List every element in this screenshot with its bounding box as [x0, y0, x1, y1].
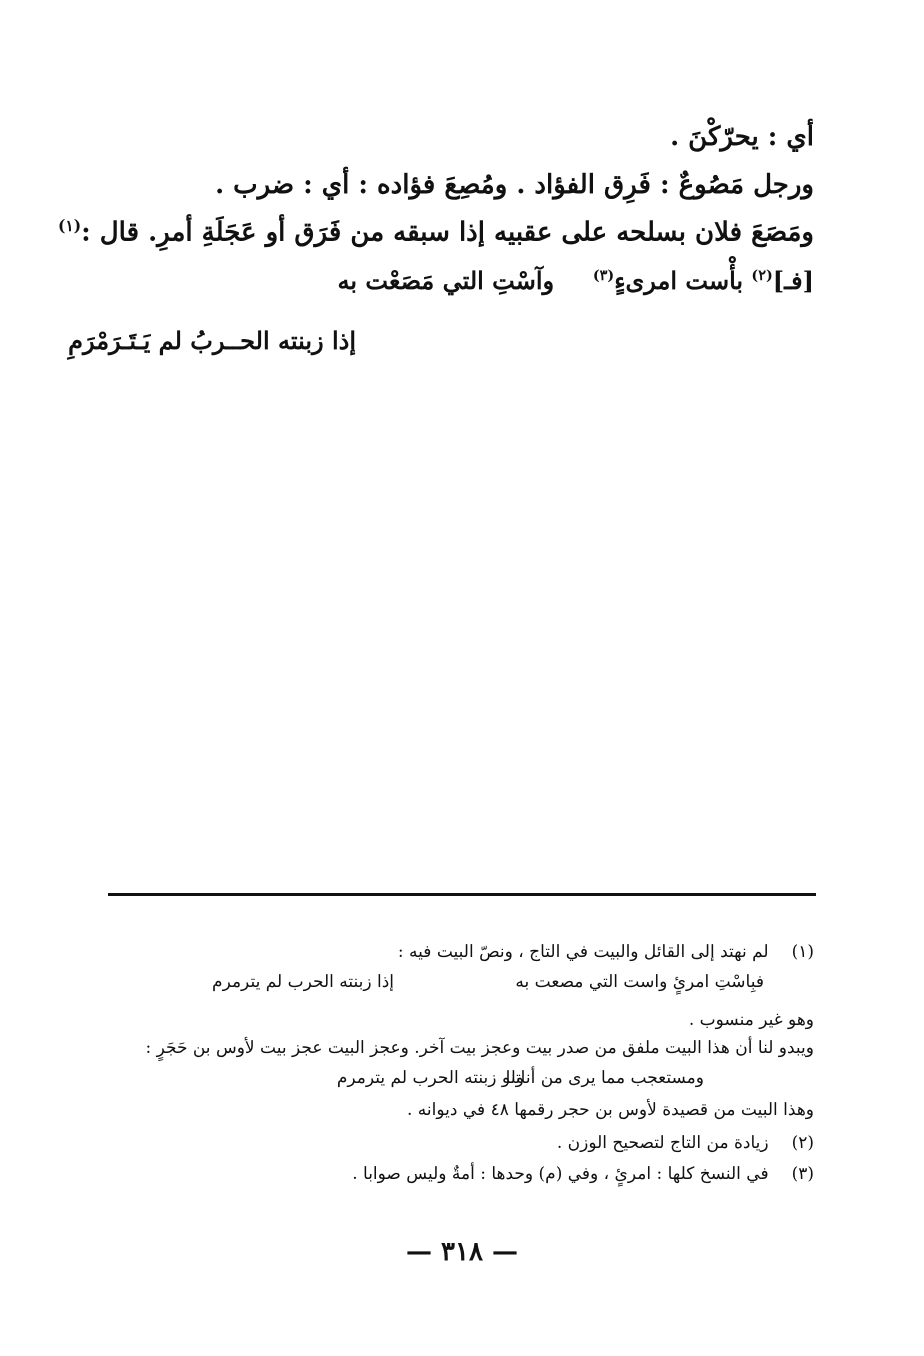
verse-bracket: [فـ]: [772, 266, 814, 295]
footnote-ref-3: (٣): [592, 267, 615, 284]
text-line-1: أي : يحرّكْنَ .: [670, 122, 814, 152]
footnote-2-text: زيادة من التاج لتصحيح الوزن .: [556, 1133, 769, 1153]
footnote-1-number: (١): [791, 942, 814, 962]
footnote-3-text: في النسخ كلها : امرئٍ ، وفي (م) وحدها : أمةٌ وليس صوابا .: [352, 1164, 769, 1184]
text-line-2: ورجل مَصُوعٌ : فَرِق الفؤاد . ومُصِعَ فؤاده : أي : ضرب .: [215, 170, 814, 200]
footnote-ref-1: (١): [57, 216, 82, 235]
text-line-3: [58, 216, 814, 248]
footnote-1-verse-c: ومستعجب مما يرى من أناتنا: [505, 1068, 704, 1088]
footnote-1-line-3: وهو غير منسوب .: [688, 1010, 814, 1030]
footnote-1-verse-a: فبِاسْتِ امرئٍ واست التي مصعت به: [515, 972, 764, 992]
footnote-1-line-4: ويبدو لنا أن هذا البيت ملفق من صدر بيت وعجز بيت آخر. وعجز البيت عجز بيت لأوس بن حَجَرٍ :: [145, 1038, 814, 1058]
text-line-3-body: ومَصَعَ فلان بسلحه على عقبيه إذا سبقه من فَرَق أو عَجَلَةِ أمرِ. قال :: [81, 217, 814, 248]
footnote-2: [557, 1133, 814, 1153]
footnote-1-line-7: وهذا البيت من قصيدة لأوس بن حجر رقمها ٤٨ في ديوانه .: [407, 1100, 814, 1120]
verse-part-1: بأْست امرىءٍ: [614, 266, 744, 295]
footnote-1-verse-d: ولو زبنته الحرب لم يترمرم: [336, 1068, 524, 1088]
footnote-divider: [108, 893, 816, 896]
footnote-3-number: (٣): [791, 1164, 814, 1184]
footnote-ref-2: (٢): [751, 267, 773, 284]
verse-first-hemistich: [338, 266, 814, 295]
footnote-3: [352, 1164, 814, 1184]
footnote-1-text: لم نهتد إلى القائل والبيت في التاج ، ونصّ البيت فيه :: [397, 942, 769, 962]
footnote-1-verse-b: إذا زبنته الحرب لم يترمرم: [212, 972, 394, 992]
footnote-2-number: (٢): [791, 1133, 814, 1153]
verse-part-2: وآسْتِ التي مَصَعْت به: [337, 266, 555, 295]
verse-second-hemistich: إذا زبنته الحــربُ لم يَـتَـرَمْرَمِ: [68, 326, 356, 355]
page-number: — ٣١٨ —: [405, 1237, 519, 1267]
footnote-1-line-1: [398, 942, 814, 962]
